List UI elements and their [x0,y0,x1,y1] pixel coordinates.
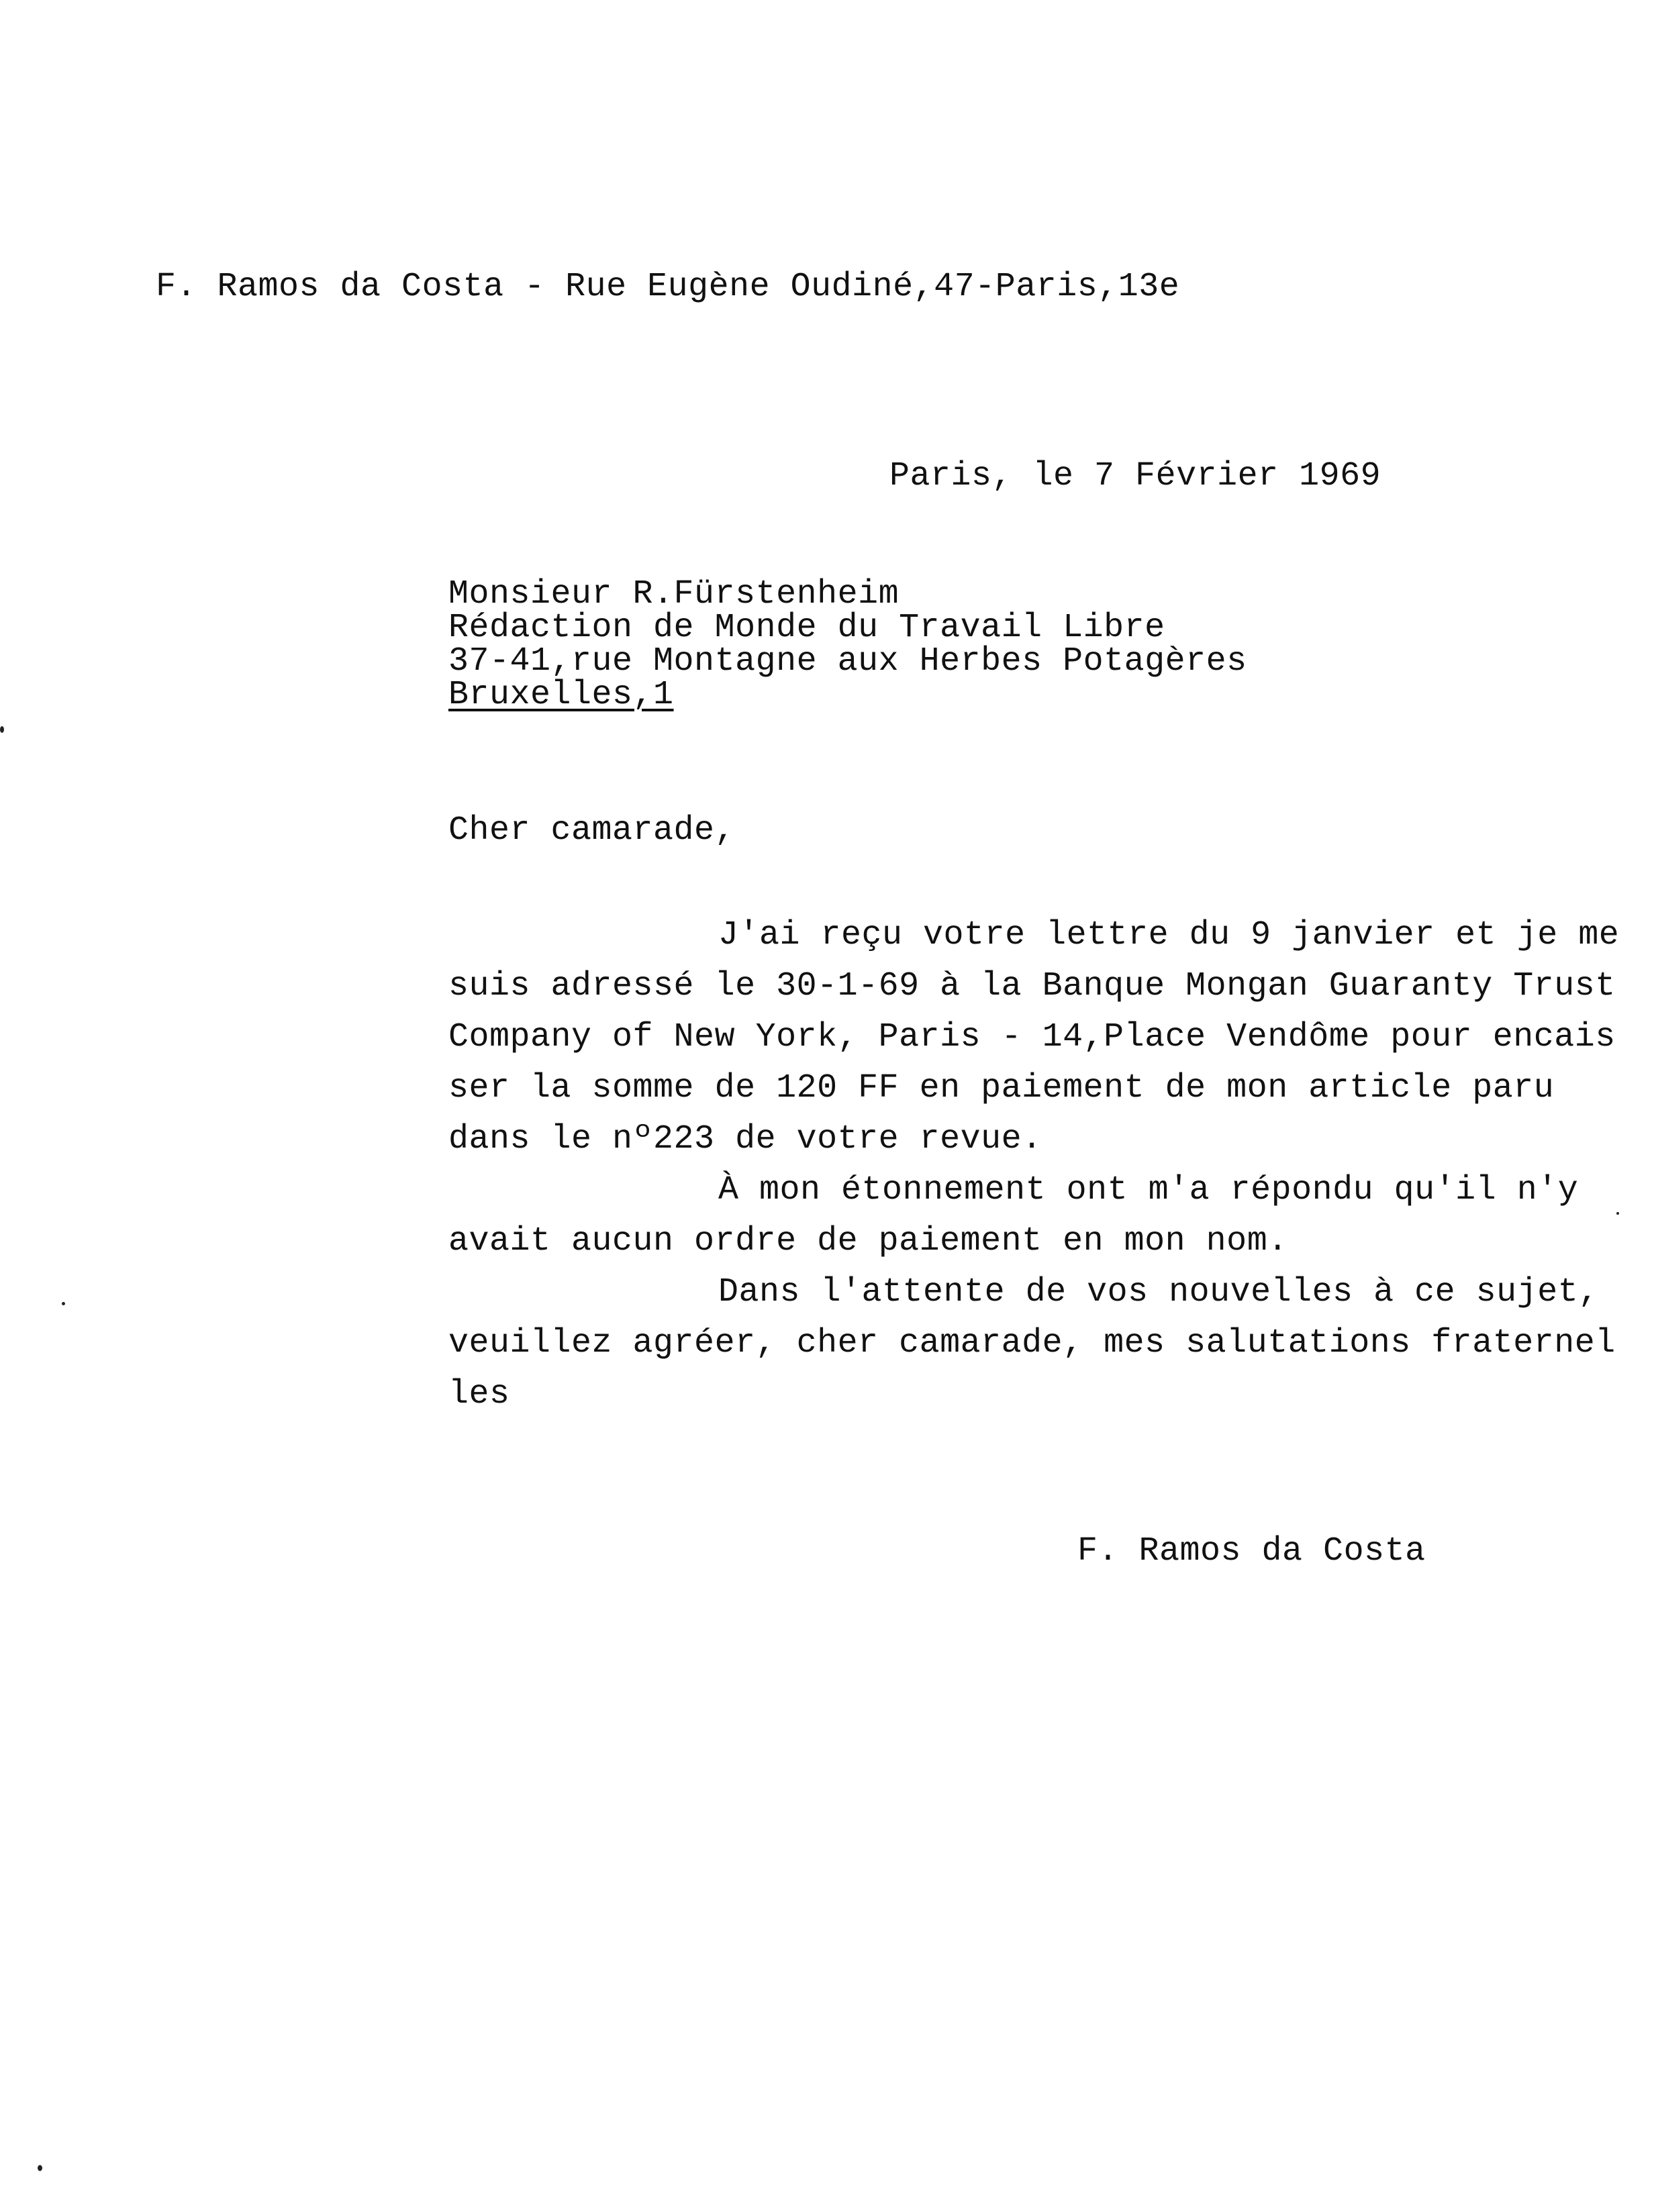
body-line: veuillez agréer, cher camarade, mes salutations fraternel [448,1324,1616,1362]
body-line: suis adressé le 30-1-69 à la Banque Mongan Guaranty Trust [448,967,1616,1005]
body-line: dans le nº223 de votre revue. [448,1120,1042,1158]
recipient-street: 37-41,rue Montagne aux Herbes Potagères [448,642,1247,681]
body-line: Company of New York, Paris - 14,Place Vendôme pour encais [448,1018,1616,1056]
signature-name: F. Ramos da Costa [1077,1532,1426,1570]
body-line: À mon étonnement ont m'a répondu qu'il n'y [718,1171,1579,1209]
scan-speck [1616,1212,1619,1215]
body-line: ser la somme de 120 FF en paiement de mon article paru [448,1069,1555,1107]
recipient-city: Bruxelles,1 [448,676,674,714]
scan-speck [38,2165,42,2171]
body-line: les [448,1375,510,1413]
sender-header: F. Ramos da Costa - Rue Eugène Oudiné,47-Paris,13e [156,268,1180,306]
recipient-organization: Rédaction de Monde du Travail Libre [448,609,1165,647]
scan-speck [62,1302,65,1305]
scan-speck [0,726,4,733]
body-line: Dans l'attente de vos nouvelles à ce sujet, [718,1273,1599,1311]
place-date: Paris, le 7 Février 1969 [889,457,1381,495]
recipient-name: Monsieur R.Fürstenheim [448,575,899,613]
salutation: Cher camarade, [448,811,736,850]
body-line: avait aucun ordre de paiement en mon nom. [448,1222,1288,1260]
body-line: J'ai reçu votre lettre du 9 janvier et je me [718,916,1620,954]
